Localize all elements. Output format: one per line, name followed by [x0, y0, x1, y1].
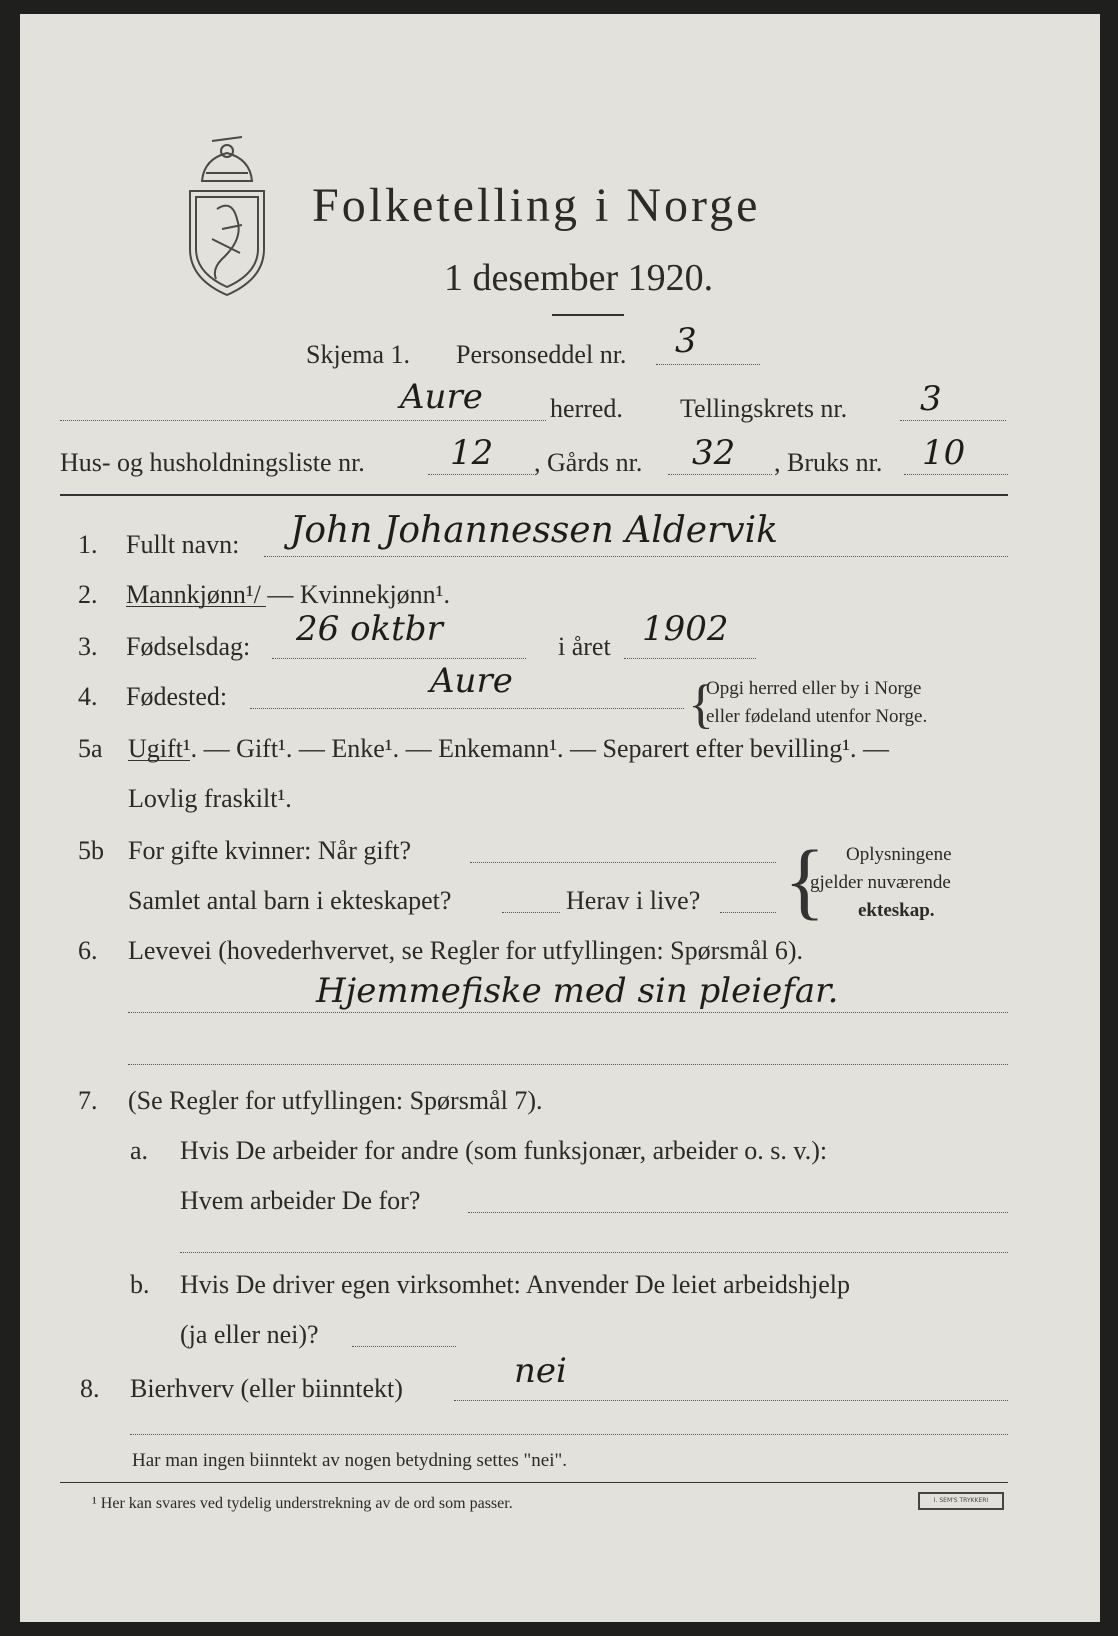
q3-line [272, 658, 526, 659]
q5b-married-line [470, 862, 776, 863]
hus-value[interactable]: 12 [450, 433, 494, 473]
q3-label: Fødselsdag: [126, 632, 251, 661]
q2-underline-mannkjonn [126, 606, 266, 607]
q7-label: (Se Regler for utfyllingen: Spørsmål 7). [128, 1086, 543, 1115]
q4-note-line1: Opgi herred eller by i Norge [706, 678, 922, 699]
q1-label: Fullt navn: [126, 530, 240, 559]
q5b-label1: For gifte kvinner: Når gift? [128, 836, 412, 865]
q4-value[interactable]: Aure [430, 661, 513, 701]
q5b-note1: Oplysningene [846, 844, 952, 865]
q7b-number: b. [130, 1270, 150, 1299]
q5a-number: 5a [78, 734, 103, 763]
q2-number: 2. [78, 580, 98, 609]
footer-divider [130, 1434, 1008, 1435]
q5b-brace: { [784, 832, 826, 928]
bruks-label: , Bruks nr. [774, 448, 883, 477]
q7b-label2: (ja eller nei)? [180, 1320, 319, 1349]
q7a-label2: Hvem arbeider De for? [180, 1186, 421, 1215]
q5b-number: 5b [78, 836, 104, 865]
form-date: 1 desember 1920. [444, 257, 714, 299]
q5b-note2: gjelder nuværende [810, 872, 951, 893]
q5a-label-line2: Lovlig fraskilt¹. [128, 784, 292, 813]
herred-value[interactable]: Aure [400, 377, 483, 417]
q5b-label3: Herav i live? [566, 886, 701, 915]
q6-number: 6. [78, 936, 98, 965]
q5b-label2: Samlet antal barn i ekteskapet? [128, 886, 452, 915]
tellingskrets-value[interactable]: 3 [920, 379, 942, 419]
printer-stamp-text: I. SEM'S TRYKKERI [933, 1497, 989, 1504]
hus-label: Hus- og husholdningsliste nr. [60, 448, 365, 477]
q8-label: Bierhverv (eller biinntekt) [130, 1374, 403, 1403]
q8-number: 8. [80, 1374, 100, 1403]
q7b-line [352, 1346, 456, 1347]
q7a-line2 [180, 1252, 1008, 1253]
gards-value[interactable]: 32 [692, 433, 736, 473]
personseddel-value[interactable]: 3 [675, 321, 697, 361]
q6-label: Levevei (hovederhvervet, se Regler for utfyllingen: Spørsmål 6). [128, 936, 804, 965]
q1-line [264, 556, 1008, 557]
gards-line [668, 474, 772, 475]
hus-line [428, 474, 534, 475]
q5b-alive-line [720, 912, 776, 913]
q7a-label1: Hvis De arbeider for andre (som funksjonær, arbeider o. s. v.): [180, 1136, 828, 1165]
q4-number: 4. [78, 682, 98, 711]
footnote-text: ¹ Her kan svares ved tydelig understrekning av de ord som passer. [92, 1495, 513, 1512]
q3-year-value[interactable]: 1902 [642, 609, 729, 649]
q2-label: Mannkjønn¹/ — Kvinnekjønn¹. [126, 580, 450, 609]
q4-note-line2: eller fødeland utenfor Norge. [706, 706, 928, 727]
q5b-note3: ekteskap. [858, 900, 935, 921]
q8-value[interactable]: nei [514, 1351, 567, 1391]
q7a-line1 [468, 1212, 1008, 1213]
header-divider [60, 494, 1008, 496]
q4-label: Fødested: [126, 682, 228, 711]
q5b-children-line [502, 912, 560, 913]
q4-brace: { [688, 674, 714, 734]
tellingskrets-label: Tellingskrets nr. [680, 394, 848, 423]
q3-number: 3. [78, 632, 98, 661]
personseddel-line [656, 364, 760, 365]
tellingskrets-line [900, 420, 1006, 421]
personseddel-label: Personseddel nr. [456, 340, 627, 369]
printer-stamp [918, 1492, 1004, 1510]
herred-line [60, 420, 546, 421]
norwegian-coat-of-arms-icon [182, 129, 272, 299]
census-form-sheet [20, 14, 1100, 1622]
herred-label: herred. [550, 394, 623, 423]
q7b-label1: Hvis De driver egen virksomhet: Anvender De leiet arbeidshjelp [180, 1270, 851, 1299]
q5a-underline-ugift [128, 760, 190, 761]
q7a-number: a. [130, 1136, 149, 1165]
skjema-label: Skjema 1. [306, 340, 410, 369]
title-divider [552, 314, 624, 316]
q6-line1 [128, 1012, 1008, 1013]
q4-line [250, 708, 684, 709]
bruks-value[interactable]: 10 [922, 433, 966, 473]
q3-year-label: i året [558, 632, 611, 661]
q1-number: 1. [78, 530, 98, 559]
q3-value[interactable]: 26 oktbr [296, 609, 443, 649]
form-title: Folketelling i Norge [312, 179, 761, 232]
footnote-divider [60, 1482, 1008, 1483]
q6-line2 [128, 1064, 1008, 1065]
q8-line [454, 1400, 1008, 1401]
footer-note: Har man ingen biinntekt av nogen betydning settes "nei". [132, 1450, 567, 1471]
q6-value[interactable]: Hjemmefiske med sin pleiefar. [316, 971, 839, 1011]
gards-label: , Gårds nr. [534, 448, 643, 477]
q1-value[interactable]: John Johannessen Aldervik [290, 510, 778, 551]
q3-year-line [624, 658, 756, 659]
q5a-label: Ugift¹. — Gift¹. — Enke¹. — Enkemann¹. — Separert efter bevilling¹. — [128, 734, 890, 763]
q7-number: 7. [78, 1086, 98, 1115]
bruks-line [904, 474, 1008, 475]
